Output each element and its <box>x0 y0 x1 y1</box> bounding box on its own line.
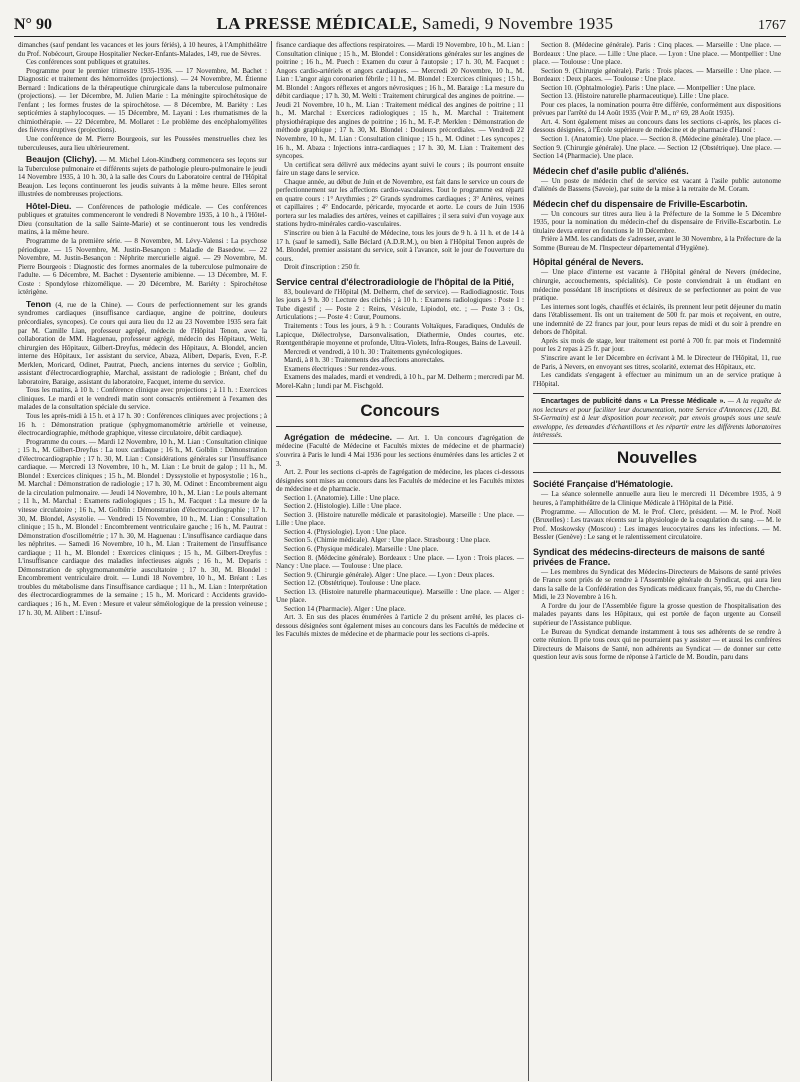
paragraph: A l'ordre du jour de l'Assemblée figure la grosse question de l'hospitalisation des malades payants dans les Hôpitaux, qui est portée de façon urgente au Conseil supérieur de l'Assistance publique. <box>533 601 781 627</box>
columns <box>14 41 786 1081</box>
section-entry: Section 2. (Histologie). Lille : Une place. <box>284 502 402 511</box>
article-tenon <box>18 300 267 386</box>
article-beaujon <box>18 155 267 199</box>
paragraph: fisance cardiaque des affections respiratoires. — Mardi 19 Novembre, 10 h., M. Lian : Consultation clinique ; 15 h., M. Blondel : Considérations générales sur les angines de poitrine ; 16 h., M. Puech : Examen du cœur à l'autopsie ; 17 h. 30, M. Facquet : Angors cardio-artériels et angors cardiaques. — Mercredi 20 Novembre, 10 h., M. Lian : L'angor aigu coronarien fébrile ; 11 h., M. Blondel : Exercices cliniques ; 15 h., M. Blondel : Angors réflexes et angors névrosiques ; 16 h., M. Baraige : La mesure du débit cardiaque ; 17 h. 30, M. Welti : Traitement chirurgical des angines de poitrine. — Jeudi 21 Novembre, 10 h., M. Lian : Traitement médical des angines de poitrine ; 11 h., M. Marchal : Exercices radiologiques ; 15 h., M. Marchal : Traitement physiothérapique des angines de poitrine ; 16 h., M. F.-P. Merklen : Démonstration de méthode graphique ; 17 h. 30, M. Blondel : Douleurs précordiales. — Vendredi 22 Novembre, 10 h., M. Lian : Consultation clinique ; 15 h., M. Odinet : Les syncopes ; 16 h., M. Abaza : Injections intra-cardiaques ; 17 h. 30, M. Lian : Traitement des syncopes. <box>276 41 524 161</box>
section-entry: Section 8. (Médecine générale). Paris : Cinq places. — Marseille : Une place. — Bordeaux : Une place. — Lille : Une place. — Lyon : Une place. — Montpellier : Une place. — Toulouse : Une place. <box>533 41 781 67</box>
article-heading: Hôtel-Dieu. <box>26 200 72 211</box>
section-entry: Section 8. (Médecine générale). Bordeaux : Une place. — Lyon : Trois places. — Nancy : Une place. — Toulouse : Une place. <box>276 553 524 571</box>
issue-number: N° 90 <box>14 16 52 33</box>
paragraph: Un certificat sera délivré aux médecins ayant suivi le cours ; ils pourront ensuite faire un stage dans le service. <box>276 160 524 178</box>
paragraph: Mardi, à 8 h. 30 : Traitements des affections anorectales. <box>284 356 445 365</box>
paragraph: Section 1. (Anatomie). Une place. — Section 8. (Médecine générale). Une place. — Section 9. (Chirurgie générale). Une place. — Section 12 (Obstétrique). Une place. — Section 14 (Pharmacie). Une place. <box>533 135 781 161</box>
divider <box>533 472 781 473</box>
paragraph: Tous les après-midi à 15 h. et à 17 h. 30 : Conférences cliniques avec projections ; à 16 h. : Démonstration pratique (sphygmomanométrie artérielle et veineuse, électrocardiographie, méthode graphique, vitesse circulatoire, débit cardiaque). <box>18 411 267 438</box>
paragraph: S'inscrire avant le 1er Décembre en écrivant à M. le Directeur de l'Hôpital, 11, rue de Paris, à Nevers, en envoyant ses titres, scolarité, externat des Hôpitaux, etc. <box>533 353 781 371</box>
article-heading: Beaujon (Clichy). <box>26 154 97 165</box>
section-entry: Section 9. (Chirurgie générale). Alger : Une place. — Lyon : Deux places. <box>284 570 495 579</box>
article-heading: Agrégation de médecine. <box>284 431 393 442</box>
masthead-title <box>104 14 726 34</box>
section-entry: Section 10. (Ophtalmologie). Paris : Une place. — Montpellier : Une place. <box>541 83 756 92</box>
section-entry: Section 6. (Physique médicale). Marseille : Une place. <box>284 544 439 553</box>
paragraph: — Une place d'interne est vacante à l'Hôpital général de Nevers (médecine, chirurgie, accouchements, spécialités). Ce poste conviendrait à un étudiant en médecine possédant 18 inscriptions et désireux de se perfectionner au point de vue pratique. <box>533 268 781 303</box>
section-entry: Section 13. (Histoire naturelle pharmaceutique). Marseille : Une place. — Alger : Une place. <box>276 587 524 605</box>
paragraph: Examens électriques : Sur rendez-vous. <box>284 364 397 373</box>
paragraph: Ces conférences sont publiques et gratuites. <box>26 58 151 67</box>
section-entry: Section 3. (Histoire naturelle médicale et parasitologie). Marseille : Une place. — Lille : Une place. <box>276 510 524 528</box>
page-header <box>14 14 786 37</box>
article-heading-nevers: Hôpital général de Nevers. <box>533 257 644 268</box>
article-text: (4, rue de la Chine). — Cours de perfectionnement sur les grands syndromes cardiaques (insuffisance cardiaque, angine de poitrine, douleurs précordiales, syncopes). Ce cours qui aura lieu du 12 au 23 Novembre 1935 sera fait par M. Camille Lian, professeur agrégé, médecin de l'Hôpital Tenon, avec la collaboration de MM. Haguenau, professeur agrégé, médecin des Hôpitaux, Welti, chirurgien des Hôpitaux, Gilbert-Dreyfus, médecin des Hôpitaux, A. Blondel, ancien interne des Hôpitaux, 1er assistant du service, Abaza, Alibert, Deparis, Even, F.-P. Merklen, Moricard, Odinet, Pautrat, Puech, anciens internes du service ; Golblin, assistant d'électrocardiographie, Marchal, assistant de radiologie ; Bréant, chef du laboratoire, Baraige, assistant du laboratoire, Facquet, interne du service. <box>18 300 267 386</box>
paragraph: S'inscrire ou bien à la Faculté de Médecine, tous les jours de 9 h. à 11 h. et de 14 à 17 h. (sauf le samedi), Salle Béclard (A.D.R.M.), ou bien à l'Hôpital Tenon auprès de M. Blondel, premier assistant du service, soit à l'avance, soit le jour de l'ouverture du cours. <box>276 229 524 263</box>
divider <box>276 396 524 397</box>
column-3 <box>528 41 785 1081</box>
paragraph: Tous les matins, à 10 h. : Conférence clinique avec projections ; à 11 h. : Exercices cliniques. Le mardi et le vendredi matin sont consacrés entièrement à l'examen des malades de la consultation spéciale du service. <box>18 386 267 412</box>
paragraph: — Un poste de médecin chef de service est vacant à l'asile public autonome d'aliénés de Bassens (Savoie), par suite de la mise à la retraite de M. Coram. <box>533 176 781 194</box>
journal-name: LA PRESSE MÉDICALE, <box>216 14 418 33</box>
notice-heading: Encartages de publicité dans « La Presse Médicale ». <box>541 397 726 406</box>
article-heading: Tenon <box>26 298 52 309</box>
notice-text <box>533 397 781 440</box>
paragraph: Traitements : Tous les jours, à 9 h. : Courants Voltaïques, Faradiques, Ondulés de Lapicque, Diélectrolyse, Darsonvalisation, Diathermie, Ondes courtes, etc. Rœntgenthérapie moyenne et profonde, Ultra-Violets, Infra-Rouges, Bains de Laveuil. <box>276 321 524 348</box>
publicity-notice <box>533 393 781 444</box>
paragraph: Programme pour le premier trimestre 1935-1936. — 17 Novembre, M. Bachet : Diagnostic et traitement des hémorroïdes (projections). — 24 Novembre, M. Étienne Bernard : Indications de la thérapeutique chirurgicale dans la tuberculose pulmonaire (projections). — 1er Décembre, M. Julien Marie : La méningite spirochétosique de l'enfant ; les formes frustes de la spirochétose. — 8 Décembre, M. Bariéty : Les septicémies à staphylocoques. — 15 Décembre, M. Layani : Les rhumatismes de la chimiothérapie. — 22 Décembre, M. Mollaret : Le problème des encéphalomyélites des fièvres éruptives (projections). <box>18 66 267 135</box>
article-heading-friville: Médecin chef du dispensaire de Friville-Escarbotin. <box>533 198 748 209</box>
article-text: — M. Michel Léon-Kindberg commencera ses leçons sur la Tuberculose pulmonaire et différents sujets de pathologie pleuro-pulmonaire le jeudi 14 Novembre 1935, à 10 h. 30, à la salle des Cours du Laboratoire central de l'Hôpital Beaujon. Les leçons continueront les jeudis suivants à la même heure. Elles seront illustrées de nombreuses projections. <box>18 156 267 199</box>
paragraph: Chaque année, au début de Juin et de Novembre, est fait dans le service un cours de perfectionnement sur les affections cardio-vasculaires. Tout le programme est réparti en quatre cours : 1° Arythmies ; 2° Grands syndromes cardiaques ; 3° Artères, veines et capillaires ; 4° Endocarde, péricarde, myocarde et aorte. Le cours de Juin 1936 portera sur les maladies des artères, veines et capillaires ; il sera suivi d'un voyage aux stations hydro-minérales cardio-vasculaires. <box>276 177 524 229</box>
paragraph: — Les membres du Syndicat des Médecins-Directeurs de Maisons de santé privées de France sont priés de se rendre à l'Assemblée générale du Syndicat, qui aura lieu dans la salle de la Confédération des Syndicats médicaux français, 95, rue du Cherche-Midi, le 23 Novembre à 16 h. <box>533 567 781 602</box>
column-2 <box>271 41 528 1081</box>
paragraph: Programme du cours. — Mardi 12 Novembre, 10 h., M. Lian : Consultation clinique ; 15 h., M. Gilbert-Dreyfus : La toux cardiaque ; 16 h., M. Golblin : Démonstration d'électrocardiographie ; 17 h. 30, M. Lian : Considérations générales sur l'insuffisance cardiaque. — Mercredi 13 Novembre, 10 h., M. Lian : Le bruit de galop ; 11 h., M. Blondel : Exercices cliniques ; 15 h., M. Blondel : Dyssystolie et hyposystolie ; 16 h., M. Marchal : Démonstration de radiologie ; 17 h. 30, M. Odinet : Encombrement aigu de la circulation pulmonaire. — Jeudi 14 Novembre, 10 h., M. Lian : Le pouls alternant ; 11 h., M. Marchal : Examens radiologiques ; 15 h., M. Facquet : La mesure de la vitesse circulatoire ; 16 h., M. Golblin : Démonstration d'électrocardiographie ; 17 h. 30, M. Blondel, Asystolie. — Vendredi 15 Novembre, 10 h., M. Lian : Consultation clinique ; 15 h., M. Blondel : Encombrement ventriculaire gauche ; 16 h., M. Pautrat : Démonstration d'oscillométrie ; 17 h. 30, M. Haguenau : L'insuffisance cardiaque dans les néphrites. — Samedi 16 Novembre, 10 h., M. Lian : Traitement de l'insuffisance cardiaque ; 11 h., M. Blondel : Exercices cliniques ; 15 h., M. Gilbert-Dreyfus : L'insuffisance cardiaque des maladies infectieuses aiguës ; 16 h., M. Deparis : Démonstration de sphygmomanométrie auscultatoire ; 17 h. 30, M. Blondel : Encombrement ventriculaire droit. — Lundi 18 Novembre, 10 h., M. Bréant : Les troubles du métabolisme dans l'insuffisance cardiaque ; 11 h., M. Lian : Interprétation des électrocardiogrammes de la semaine ; 15 h., M. Moricard : Accidents gravido-cardiaques ; 16 h., M. Even : Mesure et valeur séméiologique de la pression veineuse ; 17 h. 30, M. Alibert : L'insuf- <box>18 437 267 617</box>
paragraph: Droit d'inscription : 250 fr. <box>284 263 360 272</box>
section-entry: Section 1. (Anatomie). Lille : Une place. <box>284 493 400 502</box>
section-entry: Section 5. (Chimie médicale). Alger : Une place. Strasbourg : Une place. <box>284 536 491 545</box>
page-number: 1767 <box>758 18 786 33</box>
section-entry: Section 12. (Obstétrique). Toulouse : Une place. <box>284 579 421 588</box>
paragraph: Programme de la première série. — 8 Novembre, M. Lévy-Valensi : La psychose périodique. — 15 Novembre, M. Justin-Besançon : Maladie de Basedow. — 22 Novembre, M. Justin-Besançon : Néphrite mercurielle aiguë. — 29 Novembre, M. Pierre Bourgeois : Diagnostic des formes anormales de la tuberculose pulmonaire de l'adulte. — 6 Décembre, M. Bachet : Dysenterie amibienne. — 13 Décembre, M. F. Coste : Spondylose rhizomélique. — 20 Décembre, M. Bariéty : Spirochétose ictérigène. <box>18 237 267 297</box>
paragraph: Art. 2. Pour les sections ci-après de l'agrégation de médecine, les places ci-dessous désignées sont mises au concours dans les Facultés de médecine et les Facultés mixtes de médecine et de pharmacie. <box>276 468 524 494</box>
section-entry: Section 13. (Histoire naturelle pharmaceutique). Lille : Une place. <box>541 92 729 101</box>
paragraph: Les candidats s'engagent à effectuer au minimum un an de service pratique à l'Hôpital. <box>533 371 781 388</box>
divider <box>276 426 524 427</box>
paragraph: Pour ces places, la nomination pourra être différée, conformément aux dispositions prévues par l'arrêté du 14 Août 1935 (Voir P. M., n° 69, 28 Août 1935). <box>533 100 781 118</box>
paragraph: Mercredi et vendredi, à 10 h. 30 : Traitements gynécologiques. <box>284 347 463 356</box>
issue-date: Samedi, 9 Novembre 1935 <box>422 14 614 33</box>
notice-body: — A la requête de nos lecteurs et pour faciliter leur documentation, notre Service d'Annonces (120, Bd. St-Germain) est à leur disposition pour recevoir, par envois groupés sous une seule enveloppe, les demandes d'échantillons et les répartir entre les différents laboratoires intéressés. <box>533 397 781 440</box>
paragraph: — Un concours sur titres aura lieu à la Préfecture de la Somme le 5 Décembre 1935, pour la nomination du médecin-chef du dispensaire de Friville-Escarbotin. Le titulaire devra entrer en fonctions le 10 Décembre. <box>533 209 781 235</box>
paragraph: 83, boulevard de l'Hôpital (M. Delherm, chef de service). — Radiodiagnostic. Tous les jours à 9 h. 30 : Lecture des clichés ; à 10 h. : Examens radiologiques : Poste 1 : Tube digestif ; — Poste 2 : Reins, Vésicule, Lipiodol, etc. ; — Poste 3 : Os, Articulations ; — Poste 4 : Cœur, Poumons. <box>276 287 524 322</box>
section-entry: Section 4. (Physiologie). Lyon : Une place. <box>284 527 407 536</box>
section-entry: Section 14 (Pharmacie). Alger : Une place. <box>284 604 406 613</box>
paragraph: Après six mois de stage, leur traitement est porté à 700 fr. par mois et l'indemnité pour les 2 repas à 25 fr. par jour. <box>533 336 781 354</box>
section-title-nouvelles: Nouvelles <box>616 447 698 467</box>
paragraph: Art. 4. Sont également mises au concours dans les sections ci-après, les places ci-dessous désignées, à l'École supérieure de médecine et de pharmacie d'Hanoï : <box>533 117 781 135</box>
section-title-concours: Concours <box>360 401 440 421</box>
paragraph: dimanches (sauf pendant les vacances et les jours fériés), à 10 heures, à l'Amphithéâtre du Prof. Nobécourt, Groupe Hospitalier Necker-Enfants-Malades, 149, rue de Sèvres. <box>18 41 267 58</box>
paragraph: Examens des malades, mardi et vendredi, à 10 h., par M. Delherm ; mercredi par M. Morel-Kahn ; lundi par M. Fischgold. <box>276 373 524 390</box>
article-text: — Art. 1. Un concours d'agrégation de médecine (Faculté de Médecine et Facultés mixtes de médecine et de pharmacie) s'ouvrira à Paris le lundi 4 Mai 1936 pour les sections énumérées dans les articles 2 et 3. <box>276 433 524 468</box>
paragraph: — La séance solennelle annuelle aura lieu le mercredi 11 Décembre 1935, à 9 heures, à l'amphithéâtre de la Clinique Médicale à l'Hôpital de la Pitié. <box>533 490 781 507</box>
article-heading-syndicat: Syndicat des médecins-directeurs de maisons de santé privées de France. <box>533 546 765 567</box>
paragraph: Art. 3. En sus des places énumérées à l'article 2 du présent arrêté, les places ci-dessous désignées sont également mises au concours dans les Facultés de médecine et les Facultés mixtes de médecine et de pharmacie pour les sections ci-après. <box>276 613 524 639</box>
article-text: — Conférences de pathologie médicale. — Ces conférences publiques et gratuites commenceront le vendredi 8 Novembre 1935, à 10 h., à l'Hôtel-Dieu (consultation de la salle Sainte-Marie) et se continueront tous les vendredis matins, à la même heure. <box>18 202 267 237</box>
paragraph: Prière à MM. les candidats de s'adresser, avant le 30 Novembre, à la Préfecture de la Somme (Bureau de M. l'Inspecteur départemental d'Hygiène). <box>533 235 781 252</box>
article-heading-hematologie: Société Française d'Hématologie. <box>533 479 673 490</box>
paragraph: Programme. — Allocution de M. le Prof. Clerc, président. — M. le Prof. Noël (Bruxelles) : Les travaux récents sur la physiologie de la coagulation du sang. — M. le Prof. Moskowsky (Moscou) : Les images leucocytaires dans les infections. — M. Bessler (Genève) : Le sang et le ralentissement circulatoire. <box>533 507 781 542</box>
section-entry: Section 9. (Chirurgie générale). Paris : Trois places. — Marseille : Une place. — Bordeaux : Deux places. — Toulouse : Une place. <box>533 66 781 84</box>
article-hotel-dieu <box>18 202 267 237</box>
paragraph: Les internes sont logés, chauffés et éclairés, ils prennent leur petit déjeuner du matin dans l'établissement. Ils ont un traitement de 500 fr. par mois et reçoivent, en outre, une indemnité de 22 francs par jour, pour leurs repas de midi et du soir à prendre en dehors de l'hôpital. <box>533 302 781 337</box>
article-heading-pitie: Service central d'électroradiologie de l'hôpital de la Pitié, <box>276 276 514 287</box>
column-1 <box>14 41 271 1081</box>
article-agregation <box>276 433 524 468</box>
paragraph: Une conférence de M. Pierre Bourgeois, sur les Poussées menstruelles chez les tuberculeuses, aura lieu ultérieurement. <box>18 135 267 152</box>
article-heading-asile: Médecin chef d'asile public d'aliénés. <box>533 165 689 176</box>
paragraph: Le Bureau du Syndicat demande instamment à tous ses adhérents de se rendre à cette réunion. Il prie tous ceux qui ne pourraient pas y assister — et aussi les confrères Directeurs de Maisons de Santé, non adhérents au Syndicat — de donner sur cette question leur avis sous forme de réponse à l'article de M. Boudin, paru dans <box>533 627 781 662</box>
